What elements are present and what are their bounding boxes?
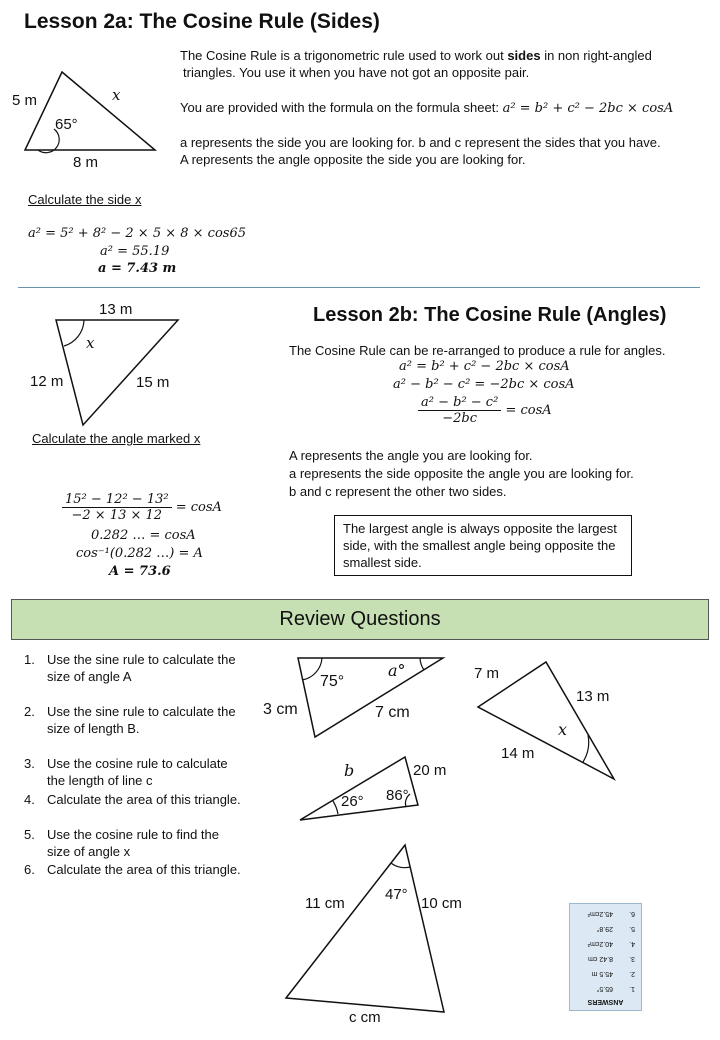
tri1-angle-left: 75° <box>320 673 345 690</box>
tri1-side-left: 3 cm <box>263 701 298 718</box>
lesson-b-working-den: −2 × 13 × 12 <box>71 508 163 523</box>
lesson-b-angle-label: x <box>86 334 95 352</box>
question-number: 4. <box>24 792 35 807</box>
lesson-a-working-1: a² = 5² + 8² − 2 × 5 × 8 × cos65 <box>28 226 247 241</box>
tri3-side-b: b <box>344 761 355 780</box>
tri1-angle-right: a° <box>388 661 406 680</box>
lesson-a-title: Lesson 2a: The Cosine Rule (Sides) <box>24 10 380 33</box>
answer-item: 5.29.8° <box>596 925 635 932</box>
tri4-angle-arc <box>391 863 410 868</box>
tri4-shape <box>286 845 444 1012</box>
lesson-b-working-rhs: = cosA <box>175 500 222 515</box>
lesson-b-formula3-rhs: = cosA <box>505 403 552 418</box>
lesson-b-intro: The Cosine Rule can be re-arranged to produce a rule for angles. <box>289 343 666 358</box>
question-text-2: the length of line c <box>47 773 153 788</box>
lesson-b-title: Lesson 2b: The Cosine Rule (Angles) <box>313 304 667 326</box>
tri1-angle-arc-left <box>302 658 322 680</box>
lesson-a-side-left: 5 m <box>12 92 38 109</box>
lesson-b-explain1: A represents the angle you are looking for. <box>289 448 533 463</box>
question-text-2: size of angle x <box>47 844 131 859</box>
lesson-a-side-right: x <box>112 86 121 104</box>
question-number: 6. <box>24 862 35 877</box>
lesson-b-formula2: a² − b² − c² = −2bc × cosA <box>393 377 575 392</box>
lesson-b-working-2: cos⁻¹(0.282 …) = A <box>76 546 203 561</box>
answer-item: 4.40.2cm² <box>587 940 635 947</box>
tri3-side-right: 20 m <box>413 762 447 779</box>
lesson-b-explain2: a represents the side opposite the angle you are looking for. <box>289 466 634 481</box>
lesson-b-working-1: 0.282 … = cosA <box>91 528 196 543</box>
lesson-a-working-3: a = 7.43 m <box>98 261 177 276</box>
tri1-side-right: 7 cm <box>375 704 410 721</box>
answers-list <box>570 909 641 997</box>
tri4-angle-label: 47° <box>385 886 408 903</box>
lesson-b-working-3: A = 73.6 <box>109 564 171 579</box>
lesson-b-side-right: 15 m <box>136 374 170 391</box>
answer-item: 6.45.2cm² <box>587 910 635 917</box>
tri3-angle-arc-left <box>333 801 338 814</box>
tri1-angle-arc-right <box>420 658 424 670</box>
lesson-b-working-num: 15² − 12² − 13² <box>62 492 172 508</box>
lesson-a-intro-line1: The Cosine Rule is a trigonometric rule used to work out sides in non right-angled <box>180 48 652 63</box>
tri2-side-bottom: 14 m <box>501 745 535 762</box>
lesson-b-explain3: b and c represent the other two sides. <box>289 484 507 499</box>
question-text: Use the sine rule to calculate the <box>47 652 236 667</box>
question-text: Use the cosine rule to calculate <box>47 756 228 771</box>
tri3-angle-left: 26° <box>341 793 364 810</box>
tri2-angle-label: x <box>558 720 568 739</box>
answer-item: 3.8.42 cm <box>588 955 635 962</box>
question-number: 2. <box>24 704 35 719</box>
tri1-shape <box>298 658 443 737</box>
tri2-side-left: 7 m <box>474 665 500 682</box>
tri3-angle-right: 86° <box>386 787 409 804</box>
question-text: Calculate the area of this triangle. <box>47 792 241 807</box>
lesson-a-calc-heading: Calculate the side x <box>28 192 142 207</box>
question-number: 1. <box>24 652 35 667</box>
question-text-2: size of angle A <box>47 669 132 684</box>
lesson-a-explain1: a represents the side you are looking for. b and c represent the sides that you have. <box>180 135 661 150</box>
lesson-b-formula1: a² = b² + c² − 2bc × cosA <box>399 359 570 374</box>
question-text-2: size of length B. <box>47 721 140 736</box>
lesson-a-formula: a² = b² + c² − 2bc × cosA <box>502 101 674 116</box>
question-text: Calculate the area of this triangle. <box>47 862 241 877</box>
tri2-side-right: 13 m <box>576 688 610 705</box>
lesson-a-intro-line2: triangles. You use it when you have not got an opposite pair. <box>183 65 530 80</box>
lesson-a-side-bottom: 8 m <box>73 154 99 171</box>
tri4-side-left: 11 cm <box>305 895 345 912</box>
question-number: 5. <box>24 827 35 842</box>
lesson-a-explain2: A represents the angle opposite the side you are looking for. <box>180 152 526 167</box>
lesson-b-note-box: The largest angle is always opposite the largest side, with the smallest angle being opposite the smallest side. <box>334 515 632 576</box>
tri4-side-bottom: c cm <box>349 1009 381 1026</box>
answers-card <box>569 903 642 1011</box>
answers-heading: ANSWERS <box>587 998 624 1005</box>
tri4-side-right: 10 cm <box>421 895 462 912</box>
lesson-b-formula3-den: −2bc <box>442 411 478 426</box>
question-text: Use the cosine rule to find the <box>47 827 219 842</box>
question-number: 3. <box>24 756 35 771</box>
question-text: Use the sine rule to calculate the <box>47 704 236 719</box>
lesson-b-formula3-num: a² − b² − c² <box>418 395 501 411</box>
answer-item: 2.45.5 m <box>591 970 635 977</box>
review-title: Review Questions <box>279 608 441 630</box>
lesson-b-side-top: 13 m <box>99 301 133 318</box>
lesson-a-angle-label: 65° <box>55 116 78 133</box>
lesson-a-working-2: a² = 55.19 <box>100 244 170 259</box>
lesson-a-formula-line: You are provided with the formula on the formula sheet: a² = b² + c² − 2bc × cosA <box>180 100 674 116</box>
lesson-b-calc-heading: Calculate the angle marked x <box>32 431 201 446</box>
lesson-b-side-left: 12 m <box>30 373 64 390</box>
answer-item: 1.65.5° <box>596 985 635 992</box>
tri2-angle-arc <box>583 735 589 762</box>
